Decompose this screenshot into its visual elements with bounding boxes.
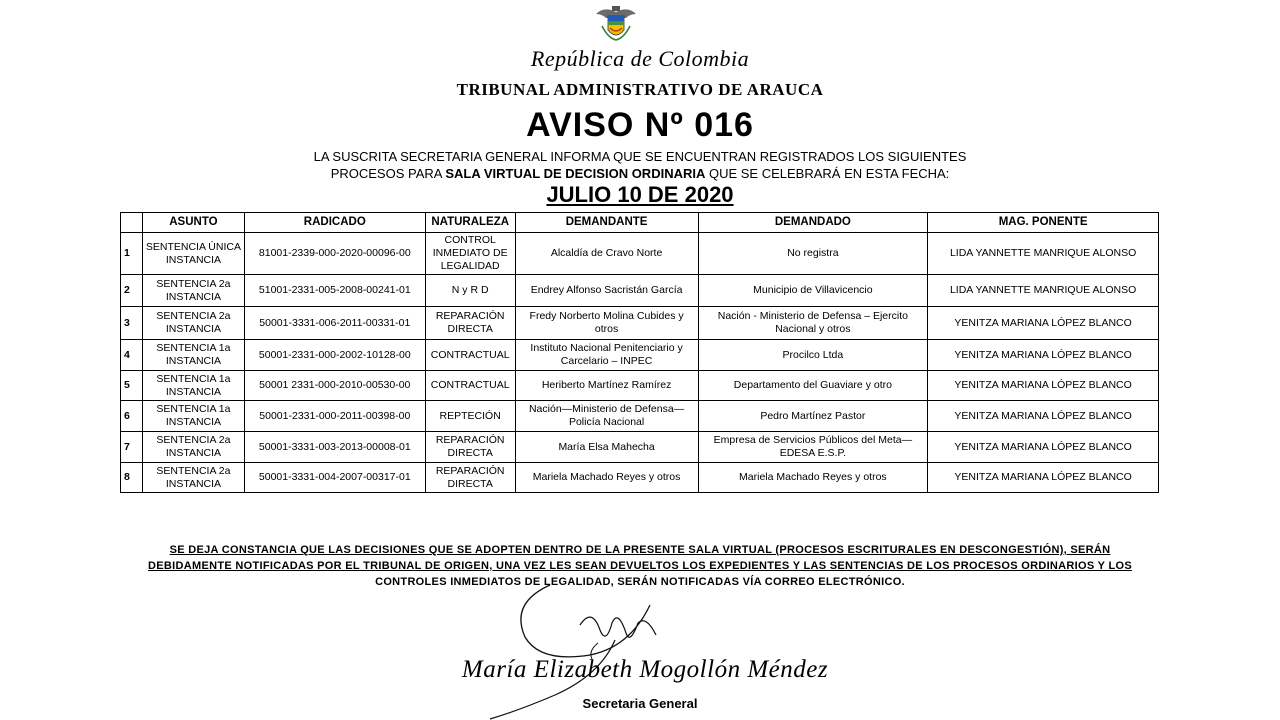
demandante-cell: María Elsa Mahecha <box>515 432 698 463</box>
asunto-cell: SENTENCIA 2a INSTANCIA <box>142 307 244 340</box>
row-number: 5 <box>121 371 143 401</box>
ponente-cell: YENITZA MARIANA LÓPEZ BLANCO <box>928 340 1159 371</box>
row-number: 1 <box>121 233 143 275</box>
radicado-cell: 50001-3331-006-2011-00331-01 <box>244 307 425 340</box>
radicado-cell: 50001-2331-000-2002-10128-00 <box>244 340 425 371</box>
row-number: 7 <box>121 432 143 463</box>
demandante-cell: Instituto Nacional Penitenciario y Carcelario – INPEC <box>515 340 698 371</box>
ponente-cell: YENITZA MARIANA LÓPEZ BLANCO <box>928 432 1159 463</box>
asunto-cell: SENTENCIA ÚNICA INSTANCIA <box>142 233 244 275</box>
ponente-cell: YENITZA MARIANA LÓPEZ BLANCO <box>928 401 1159 432</box>
constancia-notice <box>130 542 1150 590</box>
coat-of-arms-icon <box>594 4 638 42</box>
table-row <box>121 340 1159 371</box>
demandado-cell: Empresa de Servicios Públicos del Meta—EDESA E.S.P. <box>698 432 928 463</box>
table-row <box>121 371 1159 401</box>
tribunal-heading: TRIBUNAL ADMINISTRATIVO DE ARAUCA <box>456 80 824 99</box>
intro-line-2-a: PROCESOS PARA <box>330 166 446 181</box>
row-number: 8 <box>121 463 143 493</box>
signer-name: María Elizabeth Mogollón Méndez <box>461 656 829 683</box>
table-row <box>121 307 1159 340</box>
ponente-cell: YENITZA MARIANA LÓPEZ BLANCO <box>928 463 1159 493</box>
row-number: 2 <box>121 275 143 307</box>
row-number: 4 <box>121 340 143 371</box>
asunto-cell: SENTENCIA 1a INSTANCIA <box>142 340 244 371</box>
demandante-cell: Nación—Ministerio de Defensa—Policía Nacional <box>515 401 698 432</box>
table-row <box>121 463 1159 493</box>
ponente-cell: YENITZA MARIANA LÓPEZ BLANCO <box>928 307 1159 340</box>
session-date: JULIO 10 DE 2020 <box>546 182 734 207</box>
radicado-cell: 50001-3331-003-2013-00008-01 <box>244 432 425 463</box>
demandante-cell: Endrey Alfonso Sacristán García <box>515 275 698 307</box>
signer-title: Secretaria General <box>582 696 698 711</box>
demandante-cell: Heriberto Martínez Ramírez <box>515 371 698 401</box>
demandado-cell: No registra <box>698 233 928 275</box>
row-number: 6 <box>121 401 143 432</box>
asunto-cell: SENTENCIA 2a INSTANCIA <box>142 463 244 493</box>
table-row <box>121 401 1159 432</box>
intro-line-2 <box>0 165 1280 182</box>
demandante-cell: Mariela Machado Reyes y otros <box>515 463 698 493</box>
demandado-cell: Nación - Ministerio de Defensa – Ejercito Nacional y otros <box>698 307 928 340</box>
demandado-cell: Departamento del Guaviare y otro <box>698 371 928 401</box>
column-header: NATURALEZA <box>425 213 515 233</box>
asunto-cell: SENTENCIA 1a INSTANCIA <box>142 401 244 432</box>
republica-heading: República de Colombia <box>530 46 750 71</box>
column-header <box>121 213 143 233</box>
naturaleza-cell: CONTRACTUAL <box>425 340 515 371</box>
constancia-line-1: SE DEJA CONSTANCIA QUE LAS DECISIONES QUE SE ADOPTEN DENTRO DE LA PRESENTE SALA VIRTUAL (PROCESOS ESCRITURALES EN DESCONGESTIÓN), SERÁN <box>169 544 1111 556</box>
constancia-line-3: CONTROLES INMEDIATOS DE LEGALIDAD, SERÁN NOTIFICADAS VÍA CORREO ELECTRÓNICO. <box>375 576 905 588</box>
naturaleza-cell: N y R D <box>425 275 515 307</box>
radicado-cell: 50001-2331-000-2011-00398-00 <box>244 401 425 432</box>
intro-line-2-b: SALA VIRTUAL DE DECISION ORDINARIA <box>445 166 706 181</box>
radicado-cell: 51001-2331-005-2008-00241-01 <box>244 275 425 307</box>
naturaleza-cell: CONTRACTUAL <box>425 371 515 401</box>
demandante-cell: Alcaldía de Cravo Norte <box>515 233 698 275</box>
naturaleza-cell: CONTROL INMEDIATO DE LEGALIDAD <box>425 233 515 275</box>
naturaleza-cell: REPARACIÓN DIRECTA <box>425 432 515 463</box>
intro-line-2-c: QUE SE CELEBRARÁ EN ESTA FECHA: <box>705 166 950 181</box>
demandado-cell: Municipio de Villavicencio <box>698 275 928 307</box>
ponente-cell: LIDA YANNETTE MANRIQUE ALONSO <box>928 275 1159 307</box>
table-row <box>121 233 1159 275</box>
table-row <box>121 432 1159 463</box>
radicado-cell: 50001-3331-004-2007-00317-01 <box>244 463 425 493</box>
asunto-cell: SENTENCIA 2a INSTANCIA <box>142 275 244 307</box>
table-row <box>121 275 1159 307</box>
column-header: DEMANDANTE <box>515 213 698 233</box>
ponente-cell: YENITZA MARIANA LÓPEZ BLANCO <box>928 371 1159 401</box>
intro-line-1: LA SUSCRITA SECRETARIA GENERAL INFORMA QUE SE ENCUENTRAN REGISTRADOS LOS SIGUIENTES <box>313 149 967 164</box>
constancia-line-2: DEBIDAMENTE NOTIFICADAS POR EL TRIBUNAL DE ORIGEN, UNA VEZ LES SEAN DEVUELTOS LOS EXPEDIENTES Y LAS SENTENCIAS DE LOS PROCESOS ORDINARIOS Y LOS <box>148 560 1132 572</box>
radicado-cell: 50001 2331-000-2010-00530-00 <box>244 371 425 401</box>
naturaleza-cell: REPARACIÓN DIRECTA <box>425 307 515 340</box>
ponente-cell: LIDA YANNETTE MANRIQUE ALONSO <box>928 233 1159 275</box>
column-header: ASUNTO <box>142 213 244 233</box>
asunto-cell: SENTENCIA 1a INSTANCIA <box>142 371 244 401</box>
asunto-cell: SENTENCIA 2a INSTANCIA <box>142 432 244 463</box>
intro-text <box>0 148 1280 182</box>
demandado-cell: Pedro Martínez Pastor <box>698 401 928 432</box>
column-header: RADICADO <box>244 213 425 233</box>
naturaleza-cell: REPARACIÓN DIRECTA <box>425 463 515 493</box>
row-number: 3 <box>121 307 143 340</box>
radicado-cell: 81001-2339-000-2020-00096-00 <box>244 233 425 275</box>
demandado-cell: Mariela Machado Reyes y otros <box>698 463 928 493</box>
column-header: DEMANDADO <box>698 213 928 233</box>
aviso-title: AVISO Nº 016 <box>526 106 754 144</box>
naturaleza-cell: REPTECIÓN <box>425 401 515 432</box>
demandante-cell: Fredy Norberto Molina Cubides y otros <box>515 307 698 340</box>
demandado-cell: Procilco Ltda <box>698 340 928 371</box>
column-header: MAG. PONENTE <box>928 213 1159 233</box>
table-header-row <box>121 213 1159 233</box>
process-table <box>120 212 1159 493</box>
